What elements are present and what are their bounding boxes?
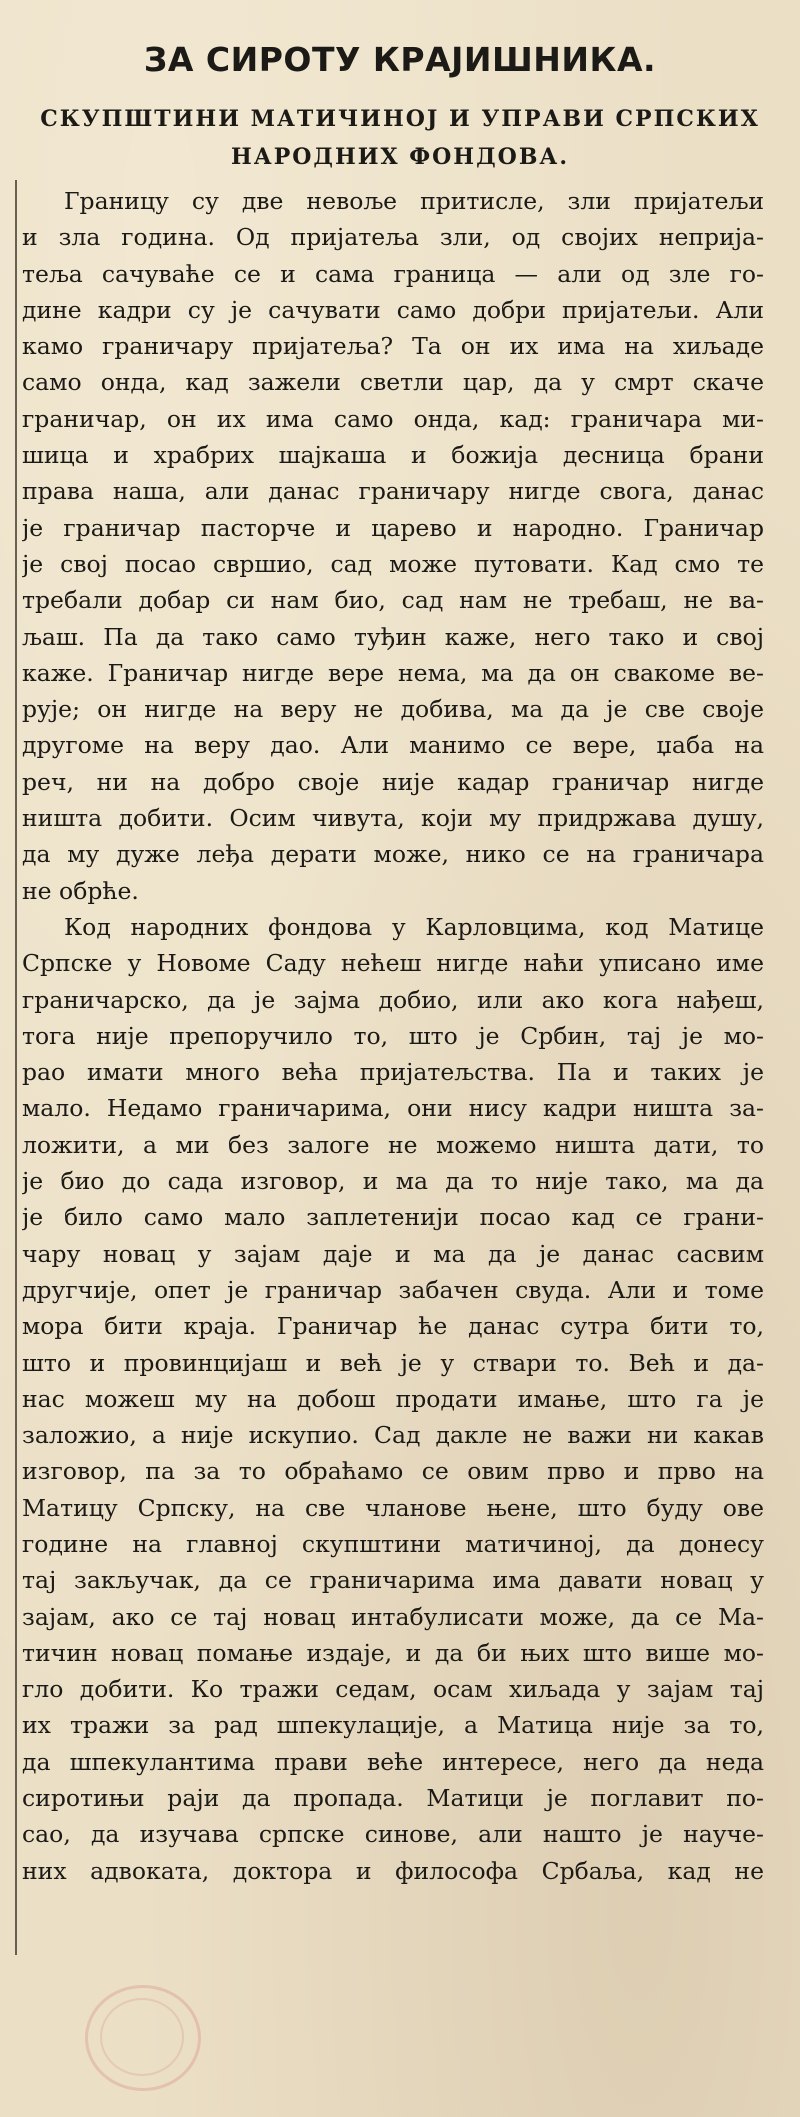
text-line: Код народних фондова у Карловцима, код Матице bbox=[64, 912, 764, 941]
library-stamp-inner-ring bbox=[100, 1998, 184, 2076]
text-line: дине кадри су је сачувати само добри пријатељи. Али bbox=[22, 295, 764, 324]
text-line: рао имати много већа пријатељства. Па и таких је bbox=[22, 1058, 764, 1087]
text-line: ложити, а ми без залоге не можемо ништа дати, то bbox=[22, 1130, 764, 1159]
text-line: да му дуже леђа дерати може, нико се на граничара bbox=[22, 840, 764, 869]
text-line: Српске у Новоме Саду нећеш нигде наћи уписано име bbox=[22, 949, 764, 978]
subtitle-line: СКУПШТИНИ МАТИЧИНОЈ И УПРАВИ СРПСКИХ bbox=[40, 106, 760, 132]
text-line: да шпекулантима прави веће интересе, него да неда bbox=[22, 1747, 764, 1776]
text-line: требали добар си нам био, сад нам не требаш, не ва- bbox=[22, 586, 764, 615]
text-line: другчије, опет је граничар забачен свуда. Али и томе bbox=[22, 1275, 764, 1304]
text-line: тај закључак, да се граничарима има давати новац у bbox=[22, 1566, 764, 1595]
text-line: Границу су две невоље притисле, зли пријатељи bbox=[64, 187, 764, 215]
text-line: сиротињи раји да пропада. Матици је поглавит по- bbox=[22, 1784, 764, 1813]
text-line: ништа добити. Осим чивута, који му придржава душу, bbox=[22, 804, 764, 833]
subtitle-line: НАРОДНИХ ФОНДОВА. bbox=[231, 144, 569, 170]
text-line: је био до сада изговор, и ма да то није тако, ма да bbox=[22, 1167, 764, 1196]
text-line: нас можеш му на добош продати имање, што га је bbox=[22, 1384, 764, 1413]
text-line: мора бити краја. Граничар ће данас сутра бити то, bbox=[22, 1312, 764, 1341]
text-line: каже. Граничар нигде вере нема, ма да он свакоме ве- bbox=[22, 658, 764, 687]
text-line: тога није препоручило то, што је Србин, тај је мо- bbox=[22, 1021, 764, 1050]
text-line: сао, да изучава српске синове, али нашто је научe- bbox=[22, 1820, 764, 1849]
text-line: тичин новац помање издаје, и да би њих што више мо- bbox=[22, 1638, 764, 1667]
text-line: мало. Недамо граничарима, они нису кадри ништа за- bbox=[22, 1094, 764, 1123]
text-line: је граничар пасторче и царево и народно. Граничар bbox=[22, 513, 764, 542]
article-title: ЗА СИРОТУ КРАЈИШНИКА. bbox=[143, 40, 657, 79]
text-line: их тражи за рад шпекулације, а Матица није за то, bbox=[22, 1711, 764, 1740]
text-line: године на главној скупштини матичиној, да донесу bbox=[22, 1529, 764, 1558]
text-line: само онда, кад зажели светли цар, да у смрт скаче bbox=[22, 368, 764, 397]
text-line: рује; он нигде на веру не добива, ма да је све своје bbox=[22, 695, 764, 724]
text-line: граничар, он их има само онда, кад: граничара ми- bbox=[22, 404, 764, 433]
text-line: теља сачуваће се и сама граница — али од зле го- bbox=[22, 259, 764, 288]
text-line: шица и храбрих шајкаша и божија десница брани bbox=[22, 441, 764, 470]
text-line: и зла година. Од пријатеља зли, од својих неприја- bbox=[22, 223, 764, 252]
article-body bbox=[22, 183, 764, 1889]
text-line: заложио, а није искупио. Сад дакле не важи ни какав bbox=[22, 1421, 764, 1450]
text-line: је свој посао свршио, сад може путовати. Кад смо те bbox=[22, 549, 764, 578]
text-line: љаш. Па да тако само туђин каже, него тако и свој bbox=[22, 622, 764, 651]
text-line: Матицу Српску, на све чланове њене, што буду ове bbox=[22, 1493, 764, 1522]
text-line: не обрће. bbox=[22, 876, 139, 905]
text-line: изговор, па за то обраћамо се овим прво и прво на bbox=[22, 1457, 764, 1486]
article-subtitle bbox=[0, 100, 800, 176]
text-line: них адвоката, доктора и философа Србаља, кад не bbox=[22, 1856, 764, 1885]
text-line: зајам, ако се тај новац интабулисати може, да се Ма- bbox=[22, 1602, 764, 1631]
text-line: је било само мало заплетенији посао кад се грани- bbox=[22, 1203, 764, 1232]
text-line: што и провинцијаш и већ је у ствари то. Већ и да- bbox=[22, 1348, 764, 1377]
text-line: гло добити. Ко тражи седам, осам хиљада у зајам тај bbox=[22, 1675, 764, 1704]
column-rule bbox=[15, 180, 17, 1955]
text-line: реч, ни на добро своје није кадар граничар нигде bbox=[22, 767, 764, 796]
text-line: права наша, али данас граничару нигде свога, данас bbox=[22, 477, 764, 506]
text-line: граничарско, да је зајма добио, или ако кога нађеш, bbox=[22, 985, 764, 1014]
text-line: чару новац у зајам даје и ма да је данас сасвим bbox=[22, 1239, 764, 1268]
text-line: другоме на веру дао. Али манимо се вере, џаба на bbox=[22, 731, 764, 760]
text-line: камо граничару пријатеља? Та он их има на хиљаде bbox=[22, 332, 764, 361]
